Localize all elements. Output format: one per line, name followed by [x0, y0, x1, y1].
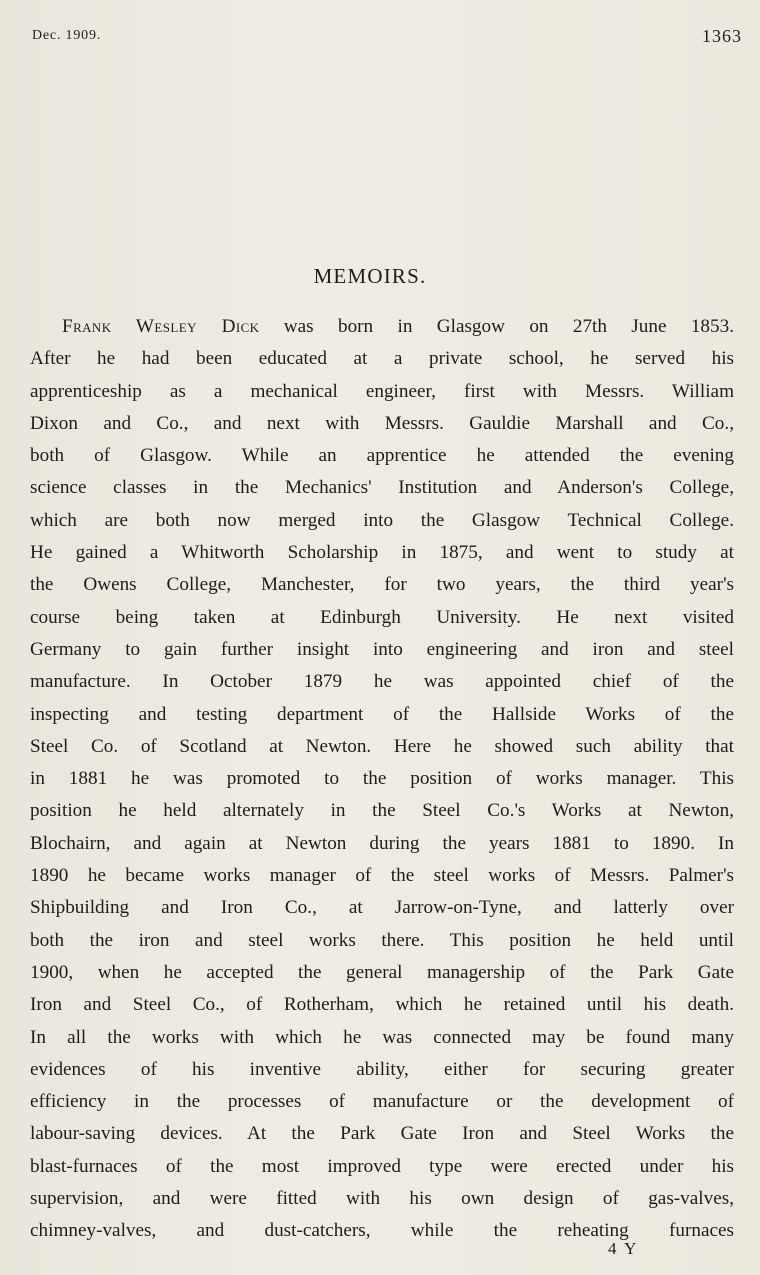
text-line: both of Glasgow. While an apprentice he attended the evening: [30, 445, 734, 467]
text-line-content: was born in Glasgow on 27th June 1853.: [259, 316, 734, 337]
text-line: supervision, and were fitted with his own design of gas-valves,: [30, 1188, 734, 1210]
text-line: inspecting and testing department of the Hallside Works of the: [30, 703, 734, 725]
section-heading: MEMOIRS.: [313, 264, 427, 288]
text-line: blast-furnaces of the most improved type were erected under his: [30, 1155, 734, 1177]
text-line: Germany to gain further insight into engineering and iron and steel: [30, 638, 734, 660]
text-line: both the iron and steel works there. This position he held until: [30, 929, 734, 951]
text-line: After he had been educated at a private school, he served his: [30, 348, 734, 370]
text-line: the Owens College, Manchester, for two years, the third year's: [30, 574, 734, 596]
page-number: 1363: [702, 26, 742, 46]
text-line: position he held alternately in the Steel Co.'s Works at Newton,: [30, 800, 734, 822]
text-line: labour-saving devices. At the Park Gate Iron and Steel Works the: [30, 1123, 734, 1145]
text-line: course being taken at Edinburgh University. He next visited: [30, 606, 734, 628]
memoir-subject-name: Frank Wesley Dick: [62, 316, 260, 337]
text-line: manufacture. In October 1879 he was appointed chief of the: [30, 671, 734, 693]
running-head-date: Dec. 1909.: [32, 28, 102, 43]
text-line: [30, 311, 734, 343]
signature-mark: 4 Y: [608, 1239, 639, 1258]
text-line: apprenticeship as a mechanical engineer, first with Messrs. William: [30, 380, 734, 402]
text-line: Iron and Steel Co., of Rotherham, which he retained until his death.: [30, 994, 734, 1016]
text-line: He gained a Whitworth Scholarship in 1875, and went to study at: [30, 542, 734, 564]
text-line: In all the works with which he was connected may be found many: [30, 1026, 734, 1048]
memoir-paragraph: [30, 311, 734, 1248]
text-line: Blochairn, and again at Newton during the years 1881 to 1890. In: [30, 832, 734, 854]
text-line: 1900, when he accepted the general managership of the Park Gate: [30, 961, 734, 983]
text-line: which are both now merged into the Glasgow Technical College.: [30, 509, 734, 531]
text-line: Steel Co. of Scotland at Newton. Here he showed such ability that: [30, 735, 734, 757]
text-line: Dixon and Co., and next with Messrs. Gauldie Marshall and Co.,: [30, 412, 734, 434]
text-line: chimney-valves, and dust-catchers, while the reheating furnaces: [30, 1220, 734, 1242]
running-head: [32, 28, 742, 50]
text-line: science classes in the Mechanics' Institution and Anderson's College,: [30, 477, 734, 499]
text-line: Shipbuilding and Iron Co., at Jarrow-on-Tyne, and latterly over: [30, 897, 734, 919]
text-line: evidences of his inventive ability, either for securing greater: [30, 1058, 734, 1080]
text-line: 1890 he became works manager of the steel works of Messrs. Palmer's: [30, 865, 734, 887]
text-line: efficiency in the processes of manufacture or the development of: [30, 1091, 734, 1113]
text-line: in 1881 he was promoted to the position of works manager. This: [30, 768, 734, 790]
